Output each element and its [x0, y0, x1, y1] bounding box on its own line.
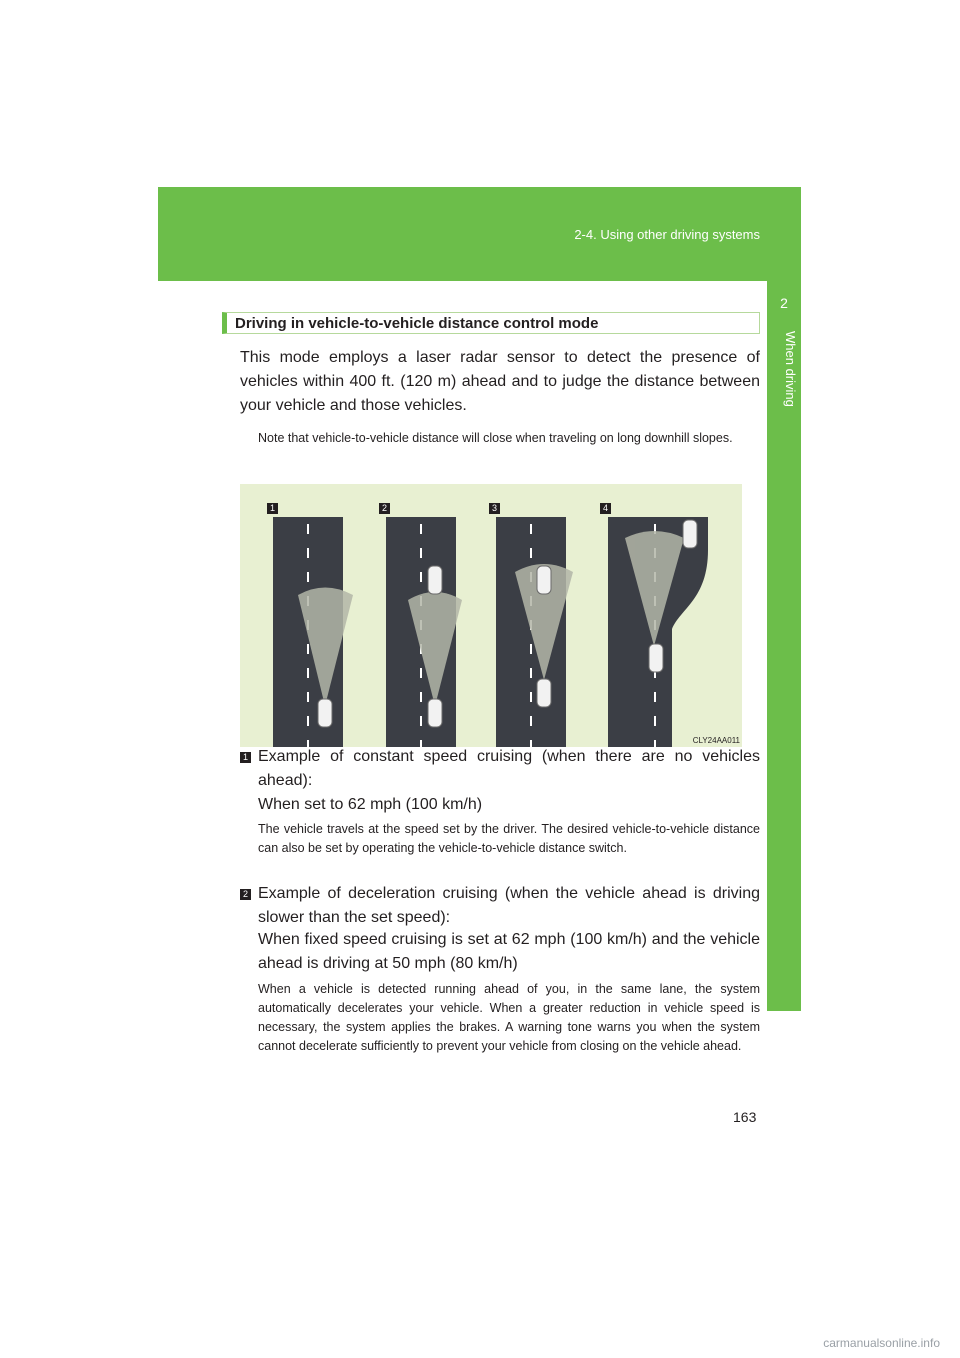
- chapter-side-tab: [767, 281, 801, 1011]
- chapter-label: When driving: [783, 331, 798, 407]
- vehicle-ahead-4: [683, 520, 697, 548]
- vehicle-own-4: [649, 644, 663, 672]
- vehicle-ahead-3: [537, 566, 551, 594]
- item-1-heading: Example of constant speed cruising (when there are no vehicles ahead):: [258, 748, 760, 789]
- figure-label-1: 1: [267, 503, 278, 514]
- item-marker-2: 2: [240, 889, 251, 900]
- watermark: carmanualsonline.info: [823, 1336, 940, 1350]
- item-1-subheading: When set to 62 mph (100 km/h): [258, 796, 483, 813]
- item-2-body: When a vehicle is detected running ahead of you, in the same lane, the system automatically decelerates your vehicle. When a greater reduction in vehicle speed is necessary, the system applies the brakes. A warning tone warns you when the system cannot decelerate sufficiently to prevent your vehicle from closing on the vehicle ahead.: [258, 982, 760, 1053]
- figure-label-4: 4: [600, 503, 611, 514]
- chapter-number: 2: [780, 295, 788, 311]
- item-1-body: The vehicle travels at the speed set by the driver. The desired vehicle-to-vehicle distance can also be set by operating the vehicle-to-vehicle distance switch.: [258, 822, 760, 855]
- radar-diagram: [240, 484, 742, 747]
- figure-label-2: 2: [379, 503, 390, 514]
- chapter-header: [158, 187, 801, 281]
- chapter-title: 2-4. Using other driving systems: [574, 227, 760, 242]
- figure-code: CLY24AA011: [692, 736, 740, 745]
- figure-label-3: 3: [489, 503, 500, 514]
- page-number: 163: [733, 1109, 757, 1125]
- item-2-subheading: When fixed speed cruising is set at 62 mph (100 km/h) and the vehicle ahead is driving at 50 mph (80 km/h): [258, 931, 760, 972]
- lane-markings: [308, 524, 655, 747]
- radar-illustration: [240, 484, 742, 747]
- section-title: Driving in vehicle-to-vehicle distance control mode: [235, 315, 599, 332]
- vehicle-own-1: [318, 699, 332, 727]
- intro-paragraph: This mode employs a laser radar sensor to detect the presence of vehicles within 400 ft. (120 m) ahead and to judge the distance between your vehicle and those vehicles.: [240, 349, 760, 414]
- vehicle-own-2: [428, 699, 442, 727]
- vehicle-ahead-2: [428, 566, 442, 594]
- item-marker-1: 1: [240, 752, 251, 763]
- item-2-heading: Example of deceleration cruising (when the vehicle ahead is driving slower than the set speed):: [258, 885, 760, 926]
- note-paragraph: Note that vehicle-to-vehicle distance will close when traveling on long downhill slopes.: [258, 431, 733, 445]
- vehicle-own-3: [537, 679, 551, 707]
- section-heading: [222, 312, 760, 334]
